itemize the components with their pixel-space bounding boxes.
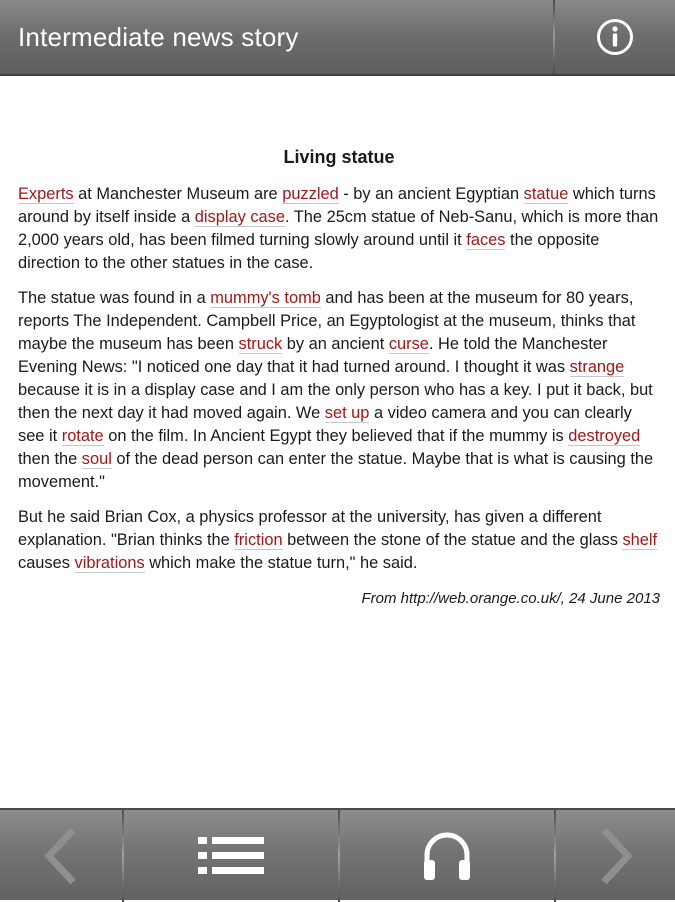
paragraph-text: which make the statue turn," he said. [144,554,418,572]
vocabulary-link[interactable]: soul [81,450,112,468]
forward-button[interactable] [556,810,675,902]
vocabulary-link[interactable]: statue [523,185,569,203]
info-circle-icon [595,17,635,57]
bottom-toolbar [0,808,675,900]
vocabulary-link[interactable]: mummy's tomb [210,289,321,307]
paragraph-text: at Manchester Museum are [73,185,283,203]
list-icon [196,835,266,877]
vocabulary-link[interactable]: friction [234,531,283,549]
article-body [18,183,660,575]
vocabulary-link[interactable]: display case [194,208,285,226]
vocabulary-link[interactable]: vibrations [74,554,145,572]
paragraph-text: on the film. In Ancient Egypt they believed that if the mummy is [103,427,569,445]
paragraph-text: which turns around by itself inside a [18,185,656,226]
headphones-icon [421,829,473,883]
paragraph-text: because it is in a display case and I am the only person who has a key. I put it back, but then the next day it had moved again. We [18,381,653,422]
paragraph-text: and has been at the museum for 80 years, reports The Independent. Campbell Price, an Egyptologist at the museum, thinks that maybe the museum has been [18,289,636,353]
paragraph-text: But he said Brian Cox, a physics professor at the university, has given a different explanation. "Brian thinks the [18,508,602,549]
vocabulary-link[interactable]: curse [388,335,429,353]
vocabulary-link[interactable]: struck [238,335,283,353]
article-paragraph [18,183,660,275]
paragraph-text: by an ancient [282,335,389,353]
paragraph-text: the opposite direction to the other statues in the case. [18,231,600,272]
vocabulary-link[interactable]: strange [569,358,625,376]
paragraph-text: causes [18,554,75,572]
audio-button[interactable] [340,810,554,902]
chevron-left-icon [39,824,83,888]
paragraph-text: The statue was found in a [18,289,211,307]
chevron-right-icon [594,824,638,888]
back-button[interactable] [0,810,122,902]
paragraph-text: . He told the Manchester Evening News: "I noticed one day that it had turned around. I thought it was [18,335,608,376]
paragraph-text: a video camera and you can clearly see it [18,404,632,445]
paragraph-text: then the [18,450,82,468]
article-source: From http://web.orange.co.uk/, 24 June 2013 [361,590,660,607]
vocabulary-link[interactable]: rotate [61,427,104,445]
list-button[interactable] [124,810,338,902]
vocabulary-link[interactable]: Experts [18,185,74,203]
paragraph-text: . The 25cm statue of Neb-Sanu, which is more than 2,000 years old, has been filmed turning slowly around until it [18,208,659,249]
vocabulary-link[interactable]: puzzled [282,185,339,203]
article-title: Living statue [283,147,395,167]
vocabulary-link[interactable]: set up [324,404,370,422]
article [18,140,660,610]
article-paragraph [18,506,660,575]
vocabulary-link[interactable]: destroyed [568,427,641,445]
paragraph-text: of the dead person can enter the statue. Maybe that is what is causing the movement." [18,450,654,491]
top-bar [0,0,675,76]
page-title: Intermediate news story [18,22,299,52]
vocabulary-link[interactable]: shelf [622,531,658,549]
info-button[interactable] [555,0,675,74]
article-paragraph [18,287,660,494]
paragraph-text: - by an ancient Egyptian [338,185,524,203]
paragraph-text: between the stone of the statue and the glass [282,531,623,549]
vocabulary-link[interactable]: faces [466,231,506,249]
